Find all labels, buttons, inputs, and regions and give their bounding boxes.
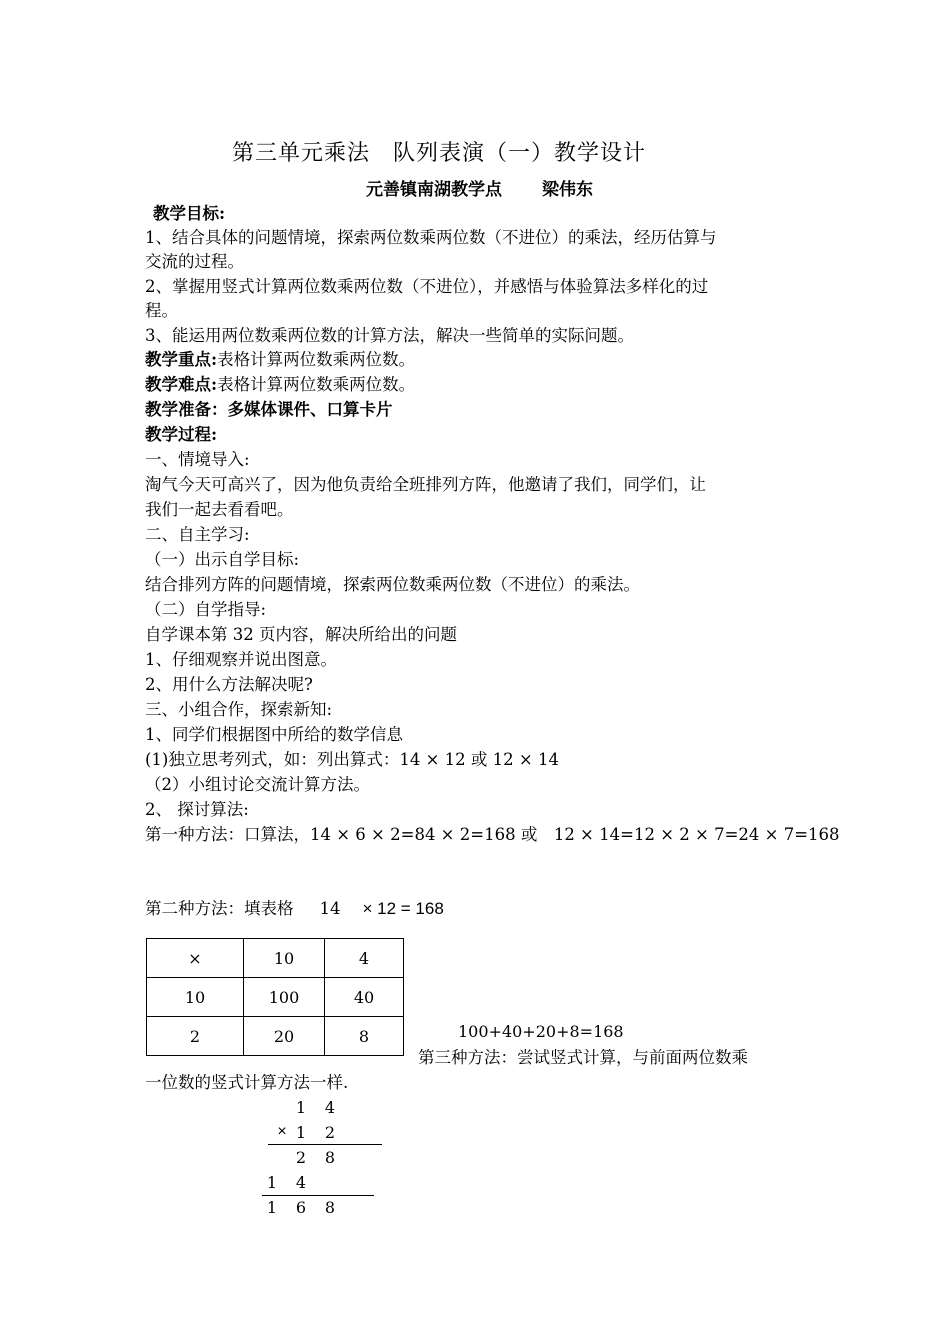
method-3-line-1: 第三种方法：尝试竖式计算，与前面两位数乘 [418, 1048, 748, 1067]
method-1: 第一种方法：口算法，14 × 6 × 2=84 × 2=168 或 12 × 14=12 × 2 × 7=24 × 7=168 [145, 825, 840, 844]
table-cell: 20 [244, 1017, 325, 1056]
prep-line: 教学准备：多媒体课件、口算卡片 [145, 400, 393, 419]
section-2-sub-1-text: 结合排列方阵的问题情境，探索两位数乘两位数（不进位）的乘法。 [145, 575, 640, 594]
section-2-heading: 二、自主学习: [145, 525, 250, 544]
section-3-item-1b: （2）小组讨论交流计算方法。 [145, 775, 370, 794]
table-cell: 10 [147, 978, 244, 1017]
digit: 6 [295, 1198, 307, 1217]
table-sum: 100+40+20+8=168 [458, 1022, 624, 1041]
digit: 4 [324, 1098, 336, 1117]
digit: 1 [266, 1198, 278, 1217]
digit: 8 [324, 1198, 336, 1217]
digit: 2 [324, 1123, 336, 1142]
difficulty-label: 教学难点: [145, 375, 218, 394]
section-1-heading: 一、情境导入: [145, 450, 250, 469]
process-heading: 教学过程: [145, 425, 218, 444]
section-3-heading: 三、小组合作，探索新知: [145, 700, 333, 719]
goal-3: 3、能运用两位数乘两位数的计算方法，解决一些简单的实际问题。 [145, 326, 634, 345]
section-2-question-1: 1、仔细观察并说出图意。 [145, 650, 337, 669]
method-2-label: 第二种方法：填表格 [145, 899, 294, 918]
author-name: 梁伟东 [542, 180, 593, 200]
goals-heading: 教学目标: [153, 204, 226, 223]
table-cell: 10 [244, 939, 325, 978]
section-1-text-2: 我们一起去看看吧。 [145, 500, 294, 519]
digit: 2 [295, 1148, 307, 1167]
byline [366, 175, 593, 200]
focus-label: 教学重点: [145, 350, 218, 369]
method-2-number: 14 [319, 899, 341, 918]
method-2-equation: × 12 = 168 [362, 899, 444, 918]
goal-2-line-1: 2、掌握用竖式计算两位数乘两位数（不进位），并感悟与体验算法多样化的过 [145, 277, 709, 296]
table-cell: × [147, 939, 244, 978]
section-2-question-2: 2、用什么方法解决呢? [145, 675, 313, 694]
page-title: 第三单元乘法 队列表演（一）教学设计 [232, 141, 647, 166]
method-3-line-2: 一位数的竖式计算方法一样. [145, 1073, 349, 1092]
digit: 8 [324, 1148, 336, 1167]
goal-1-line-2: 交流的过程。 [145, 252, 244, 271]
section-1-text-1: 淘气今天可高兴了，因为他负责给全班排列方阵，他邀请了我们，同学们，让 [145, 475, 706, 494]
table-cell: 100 [244, 978, 325, 1017]
school-name: 元善镇南湖教学点 [366, 180, 502, 200]
table-row [147, 1017, 404, 1056]
table-cell: 4 [325, 939, 404, 978]
goal-1-line-1: 1、结合具体的问题情境，探索两位数乘两位数（不进位）的乘法，经历估算与 [145, 228, 717, 247]
table-cell: 8 [325, 1017, 404, 1056]
section-2-sub-2: （二）自学指导: [145, 600, 267, 619]
divider-line [262, 1195, 374, 1196]
digit: 1 [266, 1173, 278, 1192]
table-cell: 40 [325, 978, 404, 1017]
difficulty-line [145, 374, 415, 396]
multiply-sign: × [277, 1123, 287, 1140]
section-3-item-1: 1、同学们根据图中所给的数学信息 [145, 725, 403, 744]
section-2-sub-1: （一）出示自学目标: [145, 550, 300, 569]
section-3-item-2: 2、 探讨算法: [145, 800, 249, 819]
table-row [147, 978, 404, 1017]
multiplication-table [146, 938, 404, 1056]
focus-line [145, 349, 415, 371]
digit: 1 [295, 1123, 307, 1142]
section-2-sub-2-text: 自学课本第 32 页内容，解决所给出的问题 [145, 625, 457, 644]
goal-2-line-2: 程。 [145, 301, 178, 320]
digit: 4 [295, 1173, 307, 1192]
digit: 1 [295, 1098, 307, 1117]
section-3-item-1a: (1)独立思考列式，如：列出算式：14 × 12 或 12 × 14 [145, 750, 559, 769]
method-2-line [145, 898, 444, 920]
focus-text: 表格计算两位数乘两位数。 [217, 350, 416, 369]
table-cell: 2 [147, 1017, 244, 1056]
table-row [147, 939, 404, 978]
difficulty-text: 表格计算两位数乘两位数。 [217, 375, 416, 394]
divider-line [268, 1144, 382, 1145]
